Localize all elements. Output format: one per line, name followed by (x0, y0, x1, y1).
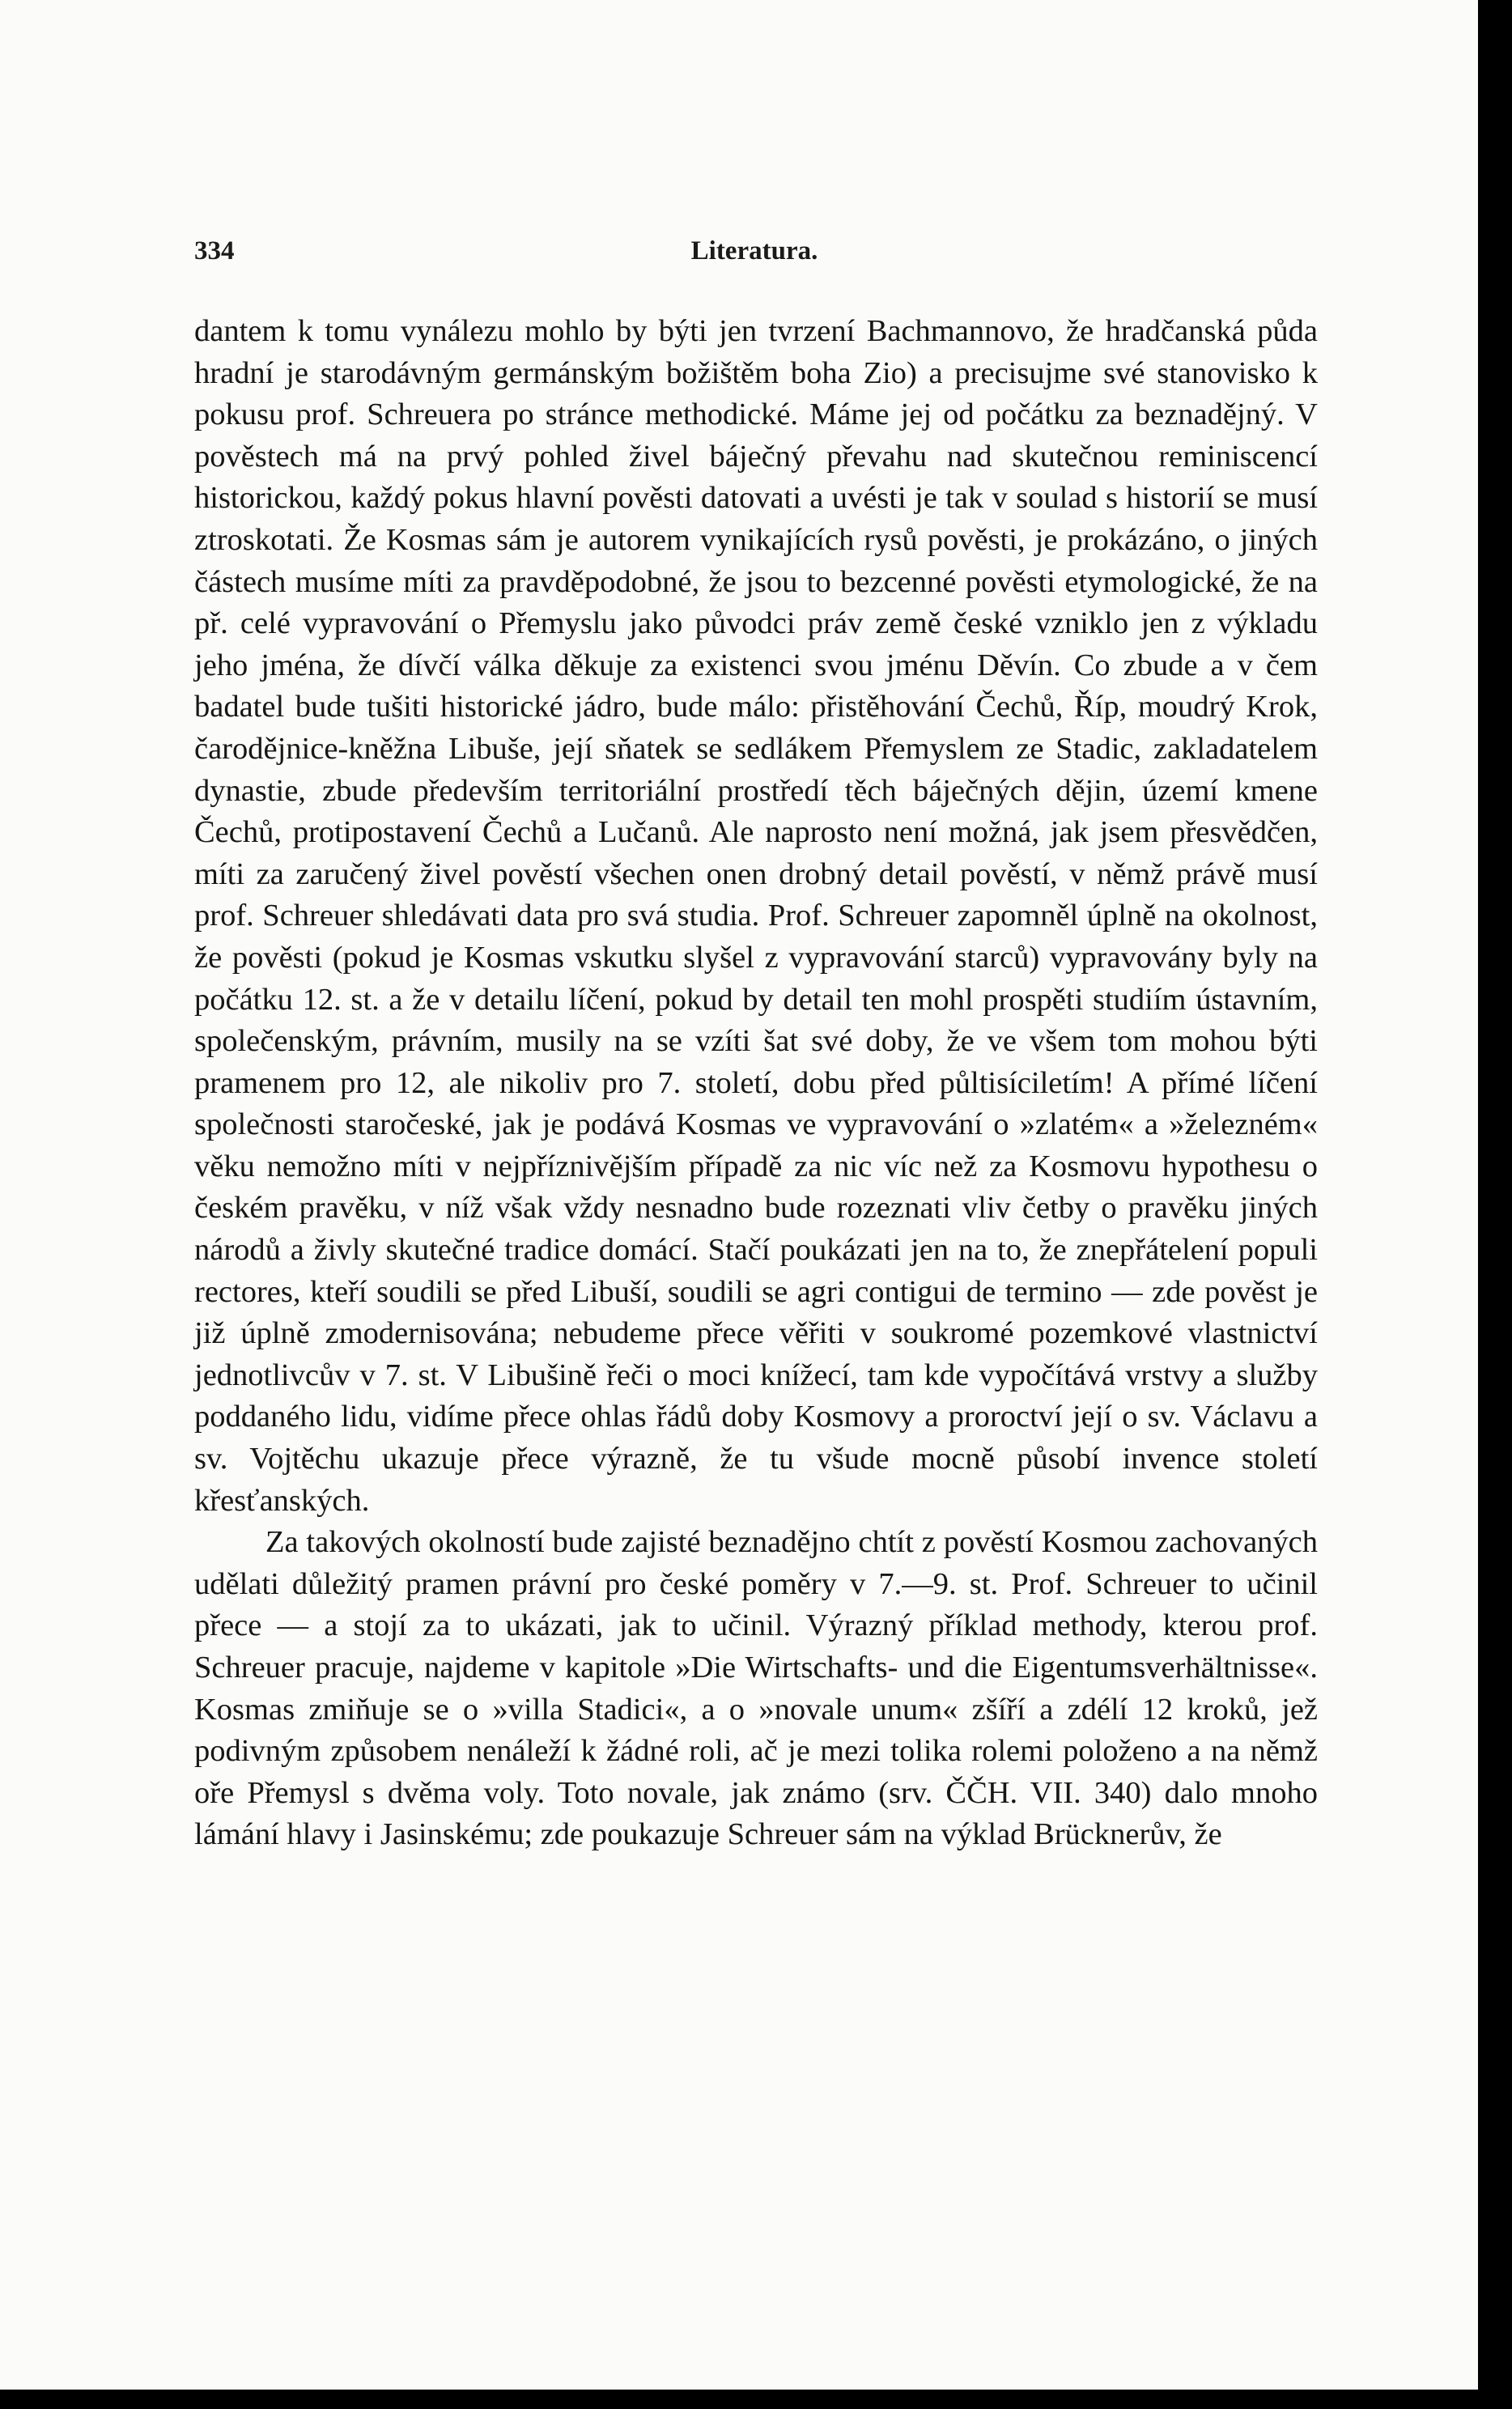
running-title: Literatura. (690, 236, 818, 266)
paragraph-1: dantem k tomu vynálezu mohlo by býti jen tvrzení Bachmannovo, že hradčanská půda hradní je starodávným germánským božištěm boha Zio) a precisujme své stanovisko k pokusu prof. Schreuera po stránce methodické. Máme jej od počátku za beznadějný. V pověstech má na prvý pohled živel báječný převahu nad skutečnou reminiscencí historickou, každý pokus hlavní pověsti datovati a uvésti je tak v soulad s historií se musí ztroskotati. Že Kosmas sám je autorem vynikajících rysů pověsti, je prokázáno, o jiných částech musíme míti za pravděpodobné, že jsou to bezcenné pověsti etymologické, že na př. celé vypravování o Přemyslu jako původci práv země české vzniklo jen z výkladu jeho jména, že dívčí válka děkuje za existenci svou jménu Děvín. Co zbude a v čem badatel bude tušiti historické jádro, bude málo: přistěhování Čechů, Říp, moudrý Krok, čarodějnice-kněžna Libuše, její sňatek se sedlákem Přemyslem ze Stadic, zakladatelem dynastie, zbude především territoriální prostředí těch báječných dějin, území kmene Čechů, protipostavení Čechů a Lučanů. Ale naprosto není možná, jak jsem přesvědčen, míti za zaručený živel pověstí všechen onen drobný detail pověstí, v němž právě musí prof. Schreuer shledávati data pro svá studia. Prof. Schreuer zapomněl úplně na okolnost, že pověsti (pokud je Kosmas vskutku slyšel z vypravování starců) vypravovány byly na počátku 12. st. a že v detailu líčení, pokud by detail ten mohl prospěti studiím ústavním, společenským, právním, musily na se vzíti šat své doby, že ve všem tom mohou býti pramenem pro 12, ale nikoliv pro 7. století, dobu před půltisíciletím! A přímé líčení společnosti staročeské, jak je podává Kosmas ve vypravování o »zlatém« a »železném« věku nemožno míti v nejpříznivějším případě za nic víc než za Kosmovu hypothesu o českém pravěku, v níž však vždy nesnadno bude rozeznati vliv četby o pravěku jiných národů a živly skutečné tradice domácí. Stačí poukázati jen na to, že znepřátelení populi rectores, kteří soudili se před Libuší, soudili se agri contigui de termino — zde pověst je již úplně zmodernisována; nebudeme přece věřiti v soukromé pozemkové vlastnictví jednotlivcův v 7. st. V Libušině řeči o moci knížecí, tam kde vypočítává vrstvy a služby poddaného lidu, vidíme přece ohlas řádů doby Kosmovy a proroctví její o sv. Václavu a sv. Vojtěchu ukazuje přece výrazně, že tu všude mocně působí invence století křesťanských. (194, 314, 1318, 1518)
paragraph-2: Za takových okolností bude zajisté beznadějno chtít z pověstí Kosmou zachovaných udělati důležitý pramen právní pro české poměry v 7.—9. st. Prof. Schreuer to učinil přece — a stojí za to ukázati, jak to učinil. Výrazný příklad methody, kterou prof. Schreuer pracuje, najdeme v kapitole »Die Wirtschafts- und die Eigentumsverhältnisse«. Kosmas zmiňuje se o »villa Stadici«, a o »novale unum« zšíří a zdélí 12 kroků, jež podivným způsobem nenáleží k žádné roli, ač je mezi tolika rolemi položeno a na němž oře Přemysl s dvěma voly. Toto novale, jak známo (srv. ČČH. VII. 340) dalo mnoho lámání hlavy i Jasinskému; zde poukazuje Schreuer sám na výklad Brücknerův, že (194, 1525, 1318, 1852)
body-text (194, 311, 1318, 1856)
page-header (194, 236, 1315, 277)
page-number: 334 (194, 236, 235, 266)
